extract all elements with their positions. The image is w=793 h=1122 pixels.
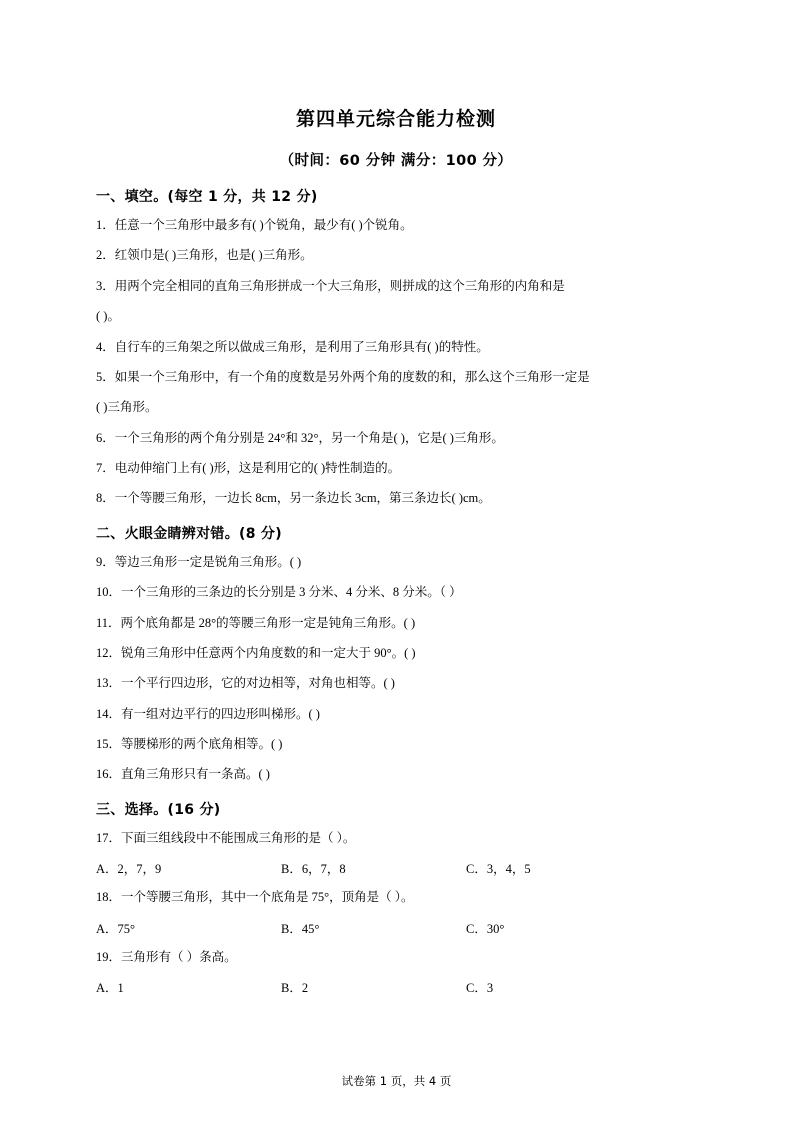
page-title: 第四单元综合能力检测: [295, 108, 496, 130]
question-15: 15．等腰梯形的两个底角相等。( ): [96, 737, 283, 751]
section-heading-fill-blank: 一、填空。(每空 1 分，共 12 分): [96, 189, 318, 205]
question-5-continuation: ( )三角形。: [96, 400, 158, 415]
section-heading-true-false: 二、火眼金睛辨对错。(8 分): [96, 525, 282, 542]
section-heading-multiple-choice: 三、选择。(16 分): [96, 801, 221, 818]
question-19-option-b[interactable]: B．2: [281, 980, 309, 995]
page-footer: 试卷第 1 页，共 4 页: [341, 1074, 452, 1088]
question-18-option-c[interactable]: C．30°: [466, 921, 505, 936]
question-12: 12．锐角三角形中任意两个内角度数的和一定大于 90°。( ): [96, 645, 416, 660]
question-10: 10．一个三角形的三条边的长分别是 3 分米、4 分米、8 分米。（ ）: [96, 585, 462, 600]
question-19: 19．三角形有（ ）条高。: [96, 949, 237, 964]
question-3: 3．用两个完全相同的直角三角形拼成一个大三角形，则拼成的这个三角形的内角和是: [96, 278, 565, 293]
question-19-option-a[interactable]: A．1: [96, 980, 124, 995]
question-7: 7．电动伸缩门上有( )形，这是利用它的( )特性制造的。: [96, 461, 401, 475]
question-17-option-a[interactable]: A．2，7，9: [96, 862, 162, 877]
question-13: 13．一个平行四边形，它的对边相等，对角也相等。( ): [96, 676, 395, 691]
question-19-options: [96, 978, 696, 996]
question-17-options: [96, 859, 696, 877]
exam-meta: （时间：60 分钟 满分：100 分）: [279, 153, 513, 169]
page-content: [96, 104, 696, 1007]
question-19-option-c[interactable]: C．3: [466, 980, 494, 995]
question-18-options: [96, 919, 696, 937]
question-18-option-a[interactable]: A．75°: [96, 921, 136, 936]
question-18: 18．一个等腰三角形，其中一个底角是 75°，顶角是（ ）。: [96, 890, 414, 905]
question-16: 16．直角三角形只有一条高。( ): [96, 767, 270, 782]
question-17: 17．下面三组线段中不能围成三角形的是（ ）。: [96, 830, 356, 845]
question-8: 8．一个等腰三角形，一边长 8cm，另一条边长 3cm，第三条边长( )cm。: [96, 491, 491, 506]
question-6: 6．一个三角形的两个角分别是 24°和 32°，另一个角是( )，它是( )三角形。: [96, 430, 504, 445]
question-9: 9．等边三角形一定是锐角三角形。( ): [96, 554, 302, 569]
question-5: 5．如果一个三角形中，有一个角的度数是另外两个角的度数的和，那么这个三角形一定是: [96, 369, 590, 384]
question-3-continuation: ( )。: [96, 309, 120, 324]
question-2: 2．红领巾是( )三角形，也是( )三角形。: [96, 248, 313, 263]
question-11: 11．两个底角都是 28°的等腰三角形一定是钝角三角形。( ): [96, 615, 416, 630]
question-1: 1．任意一个三角形中最多有( )个锐角，最少有( )个锐角。: [96, 218, 413, 232]
question-17-option-c[interactable]: C．3，4，5: [466, 862, 531, 877]
question-14: 14．有一组对边平行的四边形叫梯形。( ): [96, 706, 320, 721]
question-17-option-b[interactable]: B．6，7，8: [281, 862, 346, 877]
question-4: 4．自行车的三角架之所以做成三角形，是利用了三角形具有( )的特性。: [96, 339, 489, 354]
question-18-option-b[interactable]: B．45°: [281, 921, 320, 936]
